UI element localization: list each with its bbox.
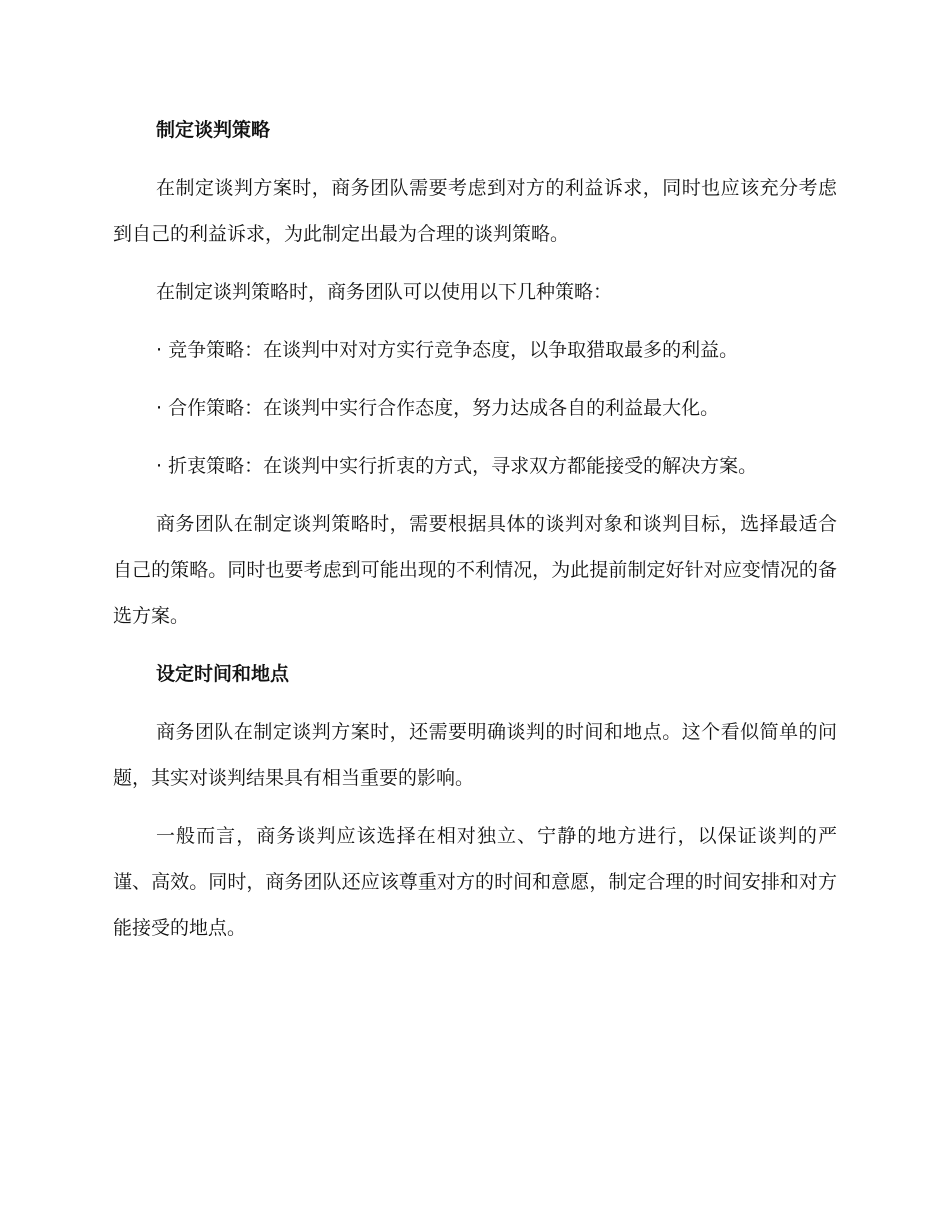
paragraph: 商务团队在制定谈判策略时，需要根据具体的谈判对象和谈判目标，选择最适合自己的策略。同时也要考虑到可能出现的不利情况，为此提前制定好针对应变情况的备选方案。 [113,513,837,627]
bullet-item-cooperation: · 合作策略：在谈判中实行合作态度，努力达成各自的利益最大化。 [156,397,720,419]
paragraph: 在制定谈判方案时，商务团队需要考虑到对方的利益诉求，同时也应该充分考虑到自己的利益诉求，为此制定出最为合理的谈判策略。 [113,177,837,245]
paragraph: 一般而言，商务谈判应该选择在相对独立、宁静的地方进行，以保证谈判的严谨、高效。同时，商务团队还应该尊重对方的时间和意愿，制定合理的时间安排和对方能接受的地点。 [113,825,837,939]
document-body [113,107,837,963]
bullet-item-compromise: · 折衷策略：在谈判中实行折衷的方式，寻求双方都能接受的解决方案。 [156,455,758,477]
section-heading-strategy: 制定谈判策略 [156,119,271,141]
paragraph: 商务团队在制定谈判方案时，还需要明确谈判的时间和地点。这个看似简单的问题，其实对谈判结果具有相当重要的影响。 [113,721,837,789]
bullet-item-competition: · 竞争策略：在谈判中对对方实行竞争态度，以争取猎取最多的利益。 [156,339,739,361]
paragraph: 在制定谈判策略时，商务团队可以使用以下几种策略： [156,281,613,303]
section-heading-time-place: 设定时间和地点 [156,663,290,685]
